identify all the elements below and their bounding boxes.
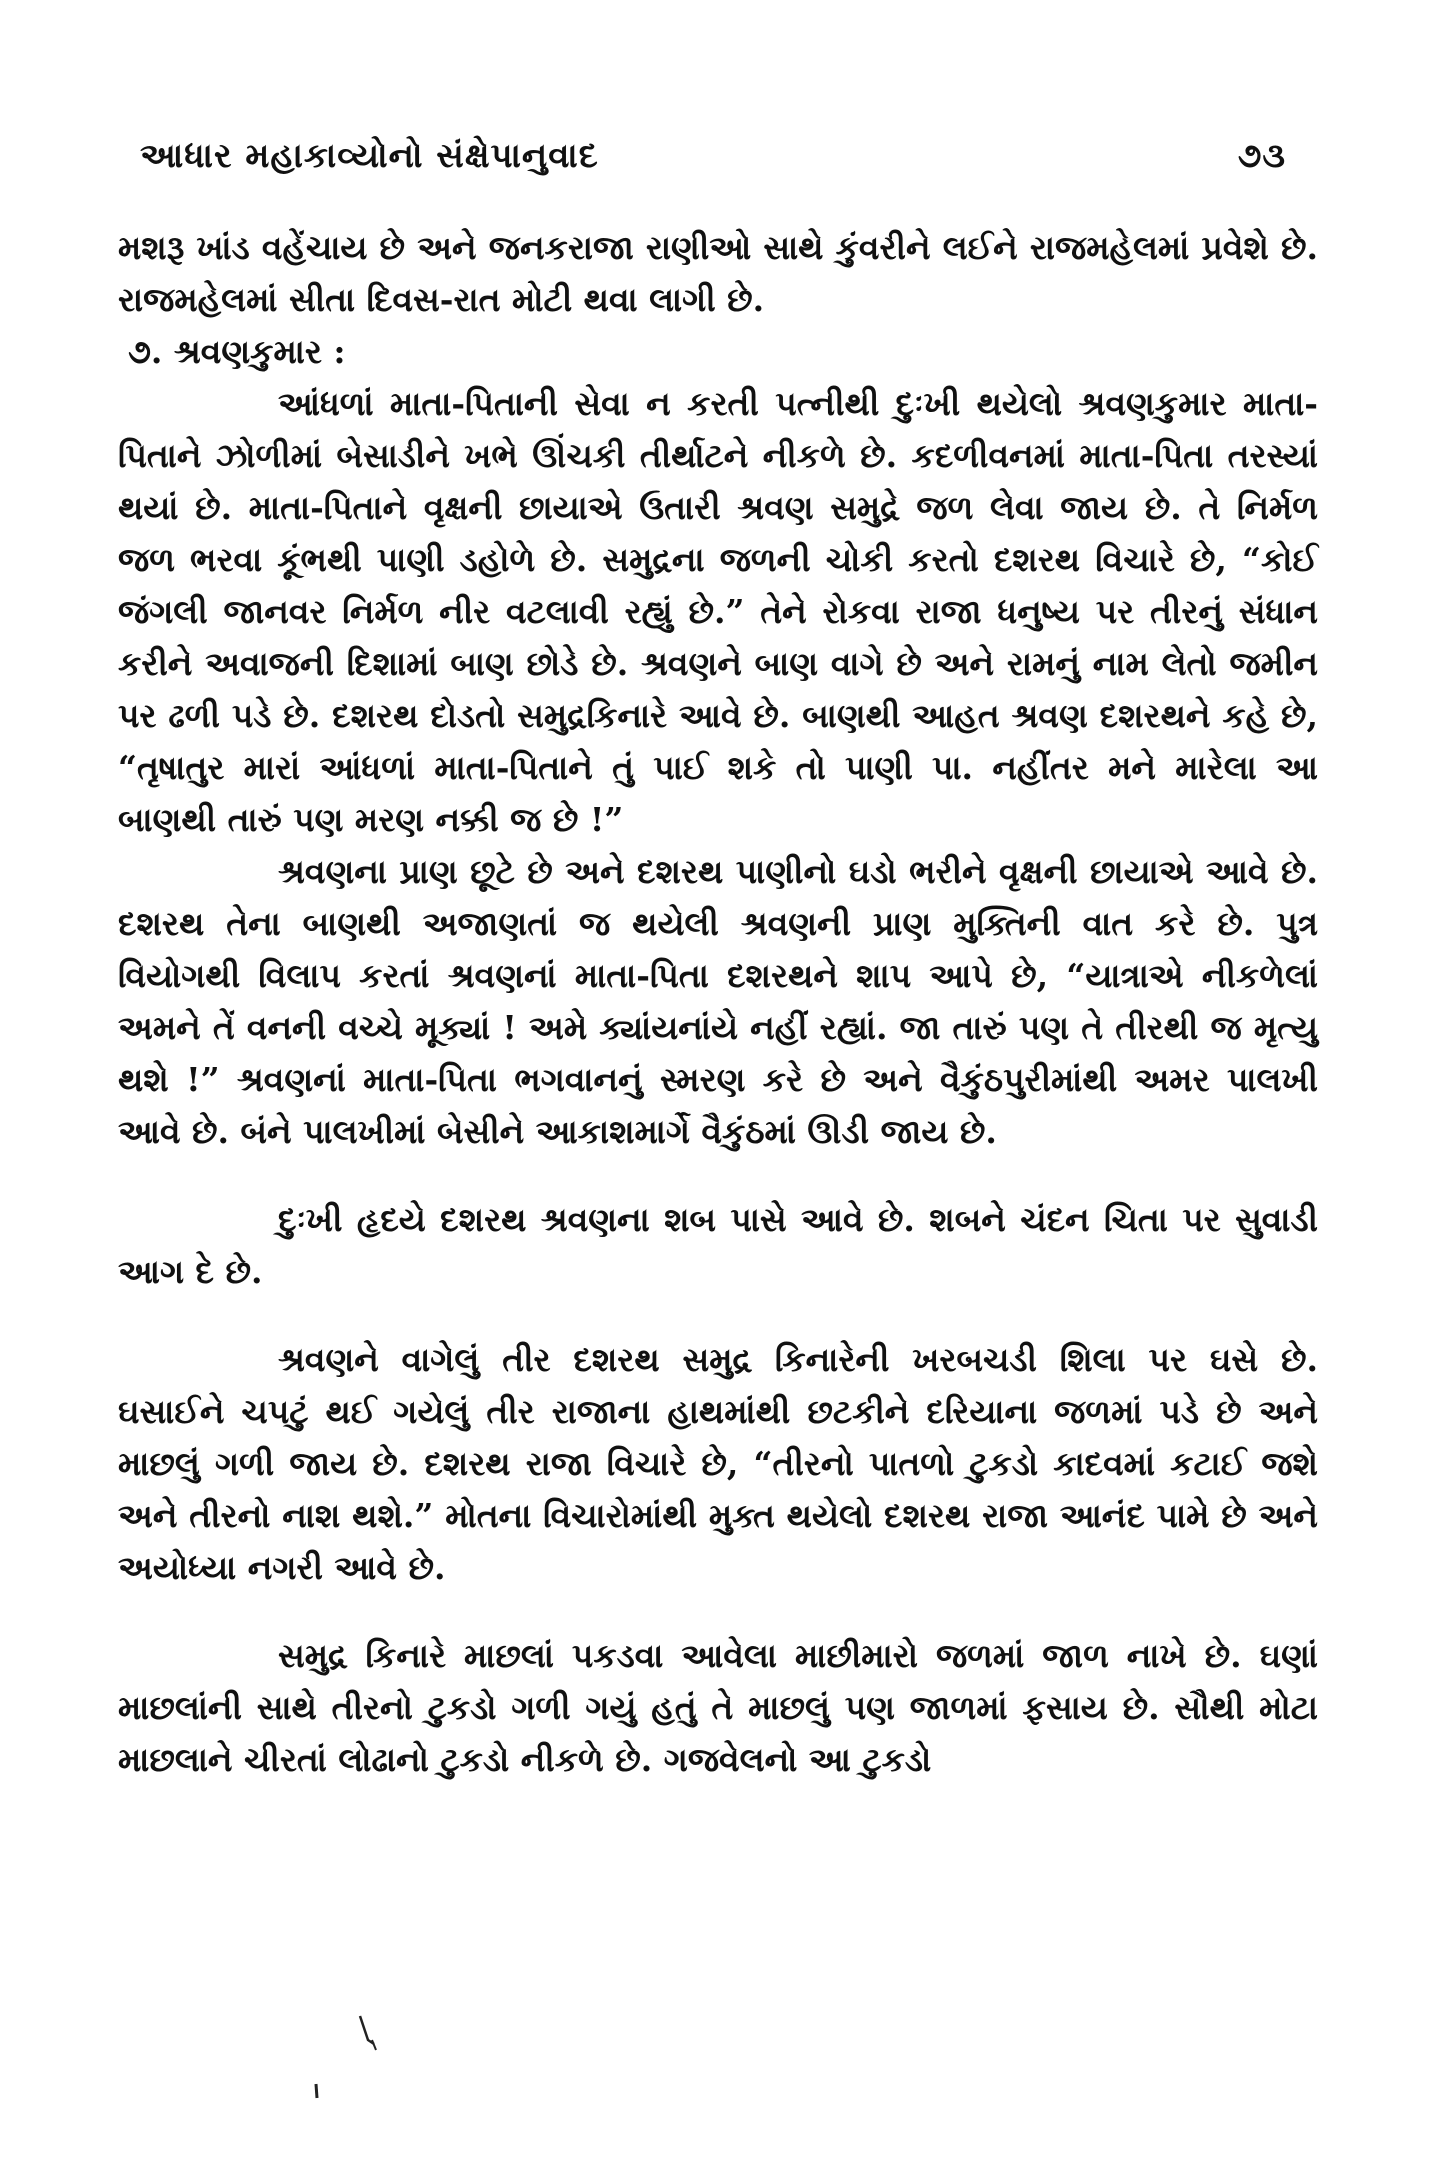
running-header xyxy=(140,128,1286,184)
body-paragraph: સમુદ્ર કિનારે માછલાં પકડવા આવેલા માછીમારો જળમાં જાળ નાખે છે. ઘણાં માછલાંની સાથે તીરનો ટુકડો ગળી ગયું હતું તે માછલું પણ જાળમાં ફસાય છે. સૌથી મોટા માછલાને ચીરતાં લોઢાનો ટુકડો નીકળે છે. ગજવેલનો આ ટુકડો xyxy=(118,1636,1318,1779)
body-paragraph: આંધળાં માતા-પિતાની સેવા ન કરતી પત્નીથી દુઃખી થયેલો શ્રવણકુમાર માતા-પિતાને ઝોળીમાં બેસાડીને ખભે ઊંચકી તીર્થાટને નીકળે છે. કદળીવનમાં માતા-પિતા તરસ્યાં થયાં છે. માતા-પિતાને વૃક્ષની છાયાએ ઉતારી શ્રવણ સમુદ્રે જળ લેવા જાય છે. તે નિર્મળ જળ ભરવા કૂંભથી પાણી ડહોળે છે. સમુદ્રના જળની ચોકી કરતો દશરથ વિચારે છે, “કોઈ જંગલી જાનવર નિર્મળ નીર વટલાવી રહ્યું છે.” તેને રોકવા રાજા ધનુષ્ય પર તીરનું સંધાન કરીને અવાજની દિશામાં બાણ છોડે છે. શ્રવણને બાણ વાગે છે અને રામનું નામ લેતો જમીન પર ઢળી પડે છે. દશરથ દોડતો સમુદ્રકિનારે આવે છે. બાણથી આહત શ્રવણ દશરથને કહે છે, “તૃષાતુર મારાં આંધળાં માતા-પિતાને તું પાઈ શકે તો પાણી પા. નહીંતર મને મારેલા આ બાણથી તારું પણ મરણ નક્કી જ છે !” xyxy=(118,384,1318,839)
body-paragraph: શ્રવણને વાગેલું તીર દશરથ સમુદ્ર કિનારેની ખરબચડી શિલા પર ઘસે છે. ઘસાઈને ચપટું થઈ ગયેલું તીર રાજાના હાથમાંથી છટકીને દરિયાના જળમાં પડે છે અને માછલું ગળી જાય છે. દશરથ રાજા વિચારે છે, “તીરનો પાતળો ટુકડો કાદવમાં કટાઈ જશે અને તીરનો નાશ થશે.” મોતના વિચારોમાંથી મુક્ત થયેલો દશરથ રાજા આનંદ પામે છે અને અયોધ્યા નગરી આવે છે. xyxy=(118,1340,1318,1587)
body-paragraph: દુઃખી હૃદયે દશરથ શ્રવણના શબ પાસે આવે છે. શબને ચંદન ચિતા પર સુવાડી આગ દે છે. xyxy=(118,1200,1318,1291)
page-body xyxy=(118,222,1318,1786)
section-heading: ૭. શ્રવણકુમાર : xyxy=(128,332,346,371)
continuation-paragraph: મશરૂ ખાંડ વહેંચાય છે અને જનકરાજા રાણીઓ સાથે કુંવરીને લઈને રાજમહેલમાં પ્રવેશે છે. રાજમહેલમાં સીતા દિવસ-રાત મોટી થવા લાગી છે. xyxy=(118,228,1318,319)
body-paragraph: શ્રવણના પ્રાણ છૂટે છે અને દશરથ પાણીનો ઘડો ભરીને વૃક્ષની છાયાએ આવે છે. દશરથ તેના બાણથી અજાણતાં જ થયેલી શ્રવણની પ્રાણ મુક્તિની વાત કરે છે. પુત્ર વિયોગથી વિલાપ કરતાં શ્રવણનાં માતા-પિતા દશરથને શાપ આપે છે, “યાત્રાએ નીકળેલાં અમને તેં વનની વચ્ચે મૂક્યાં ! અમે ક્યાંયનાંયે નહીં રહ્યાં. જા તારું પણ તે તીરથી જ મૃત્યુ થશે !” શ્રવણનાં માતા-પિતા ભગવાનનું સ્મરણ કરે છે અને વૈકુંઠપુરીમાંથી અમર પાલખી આવે છે. બંને પાલખીમાં બેસીને આકાશમાર્ગે વૈકુંઠમાં ઊડી જાય છે. xyxy=(118,852,1318,1151)
stray-pen-marks xyxy=(290,2010,420,2130)
page-number: ૭૩ xyxy=(1237,136,1286,176)
running-title: આધાર મહાકાવ્યોનો સંક્ષેપાનુવાદ xyxy=(140,136,599,176)
